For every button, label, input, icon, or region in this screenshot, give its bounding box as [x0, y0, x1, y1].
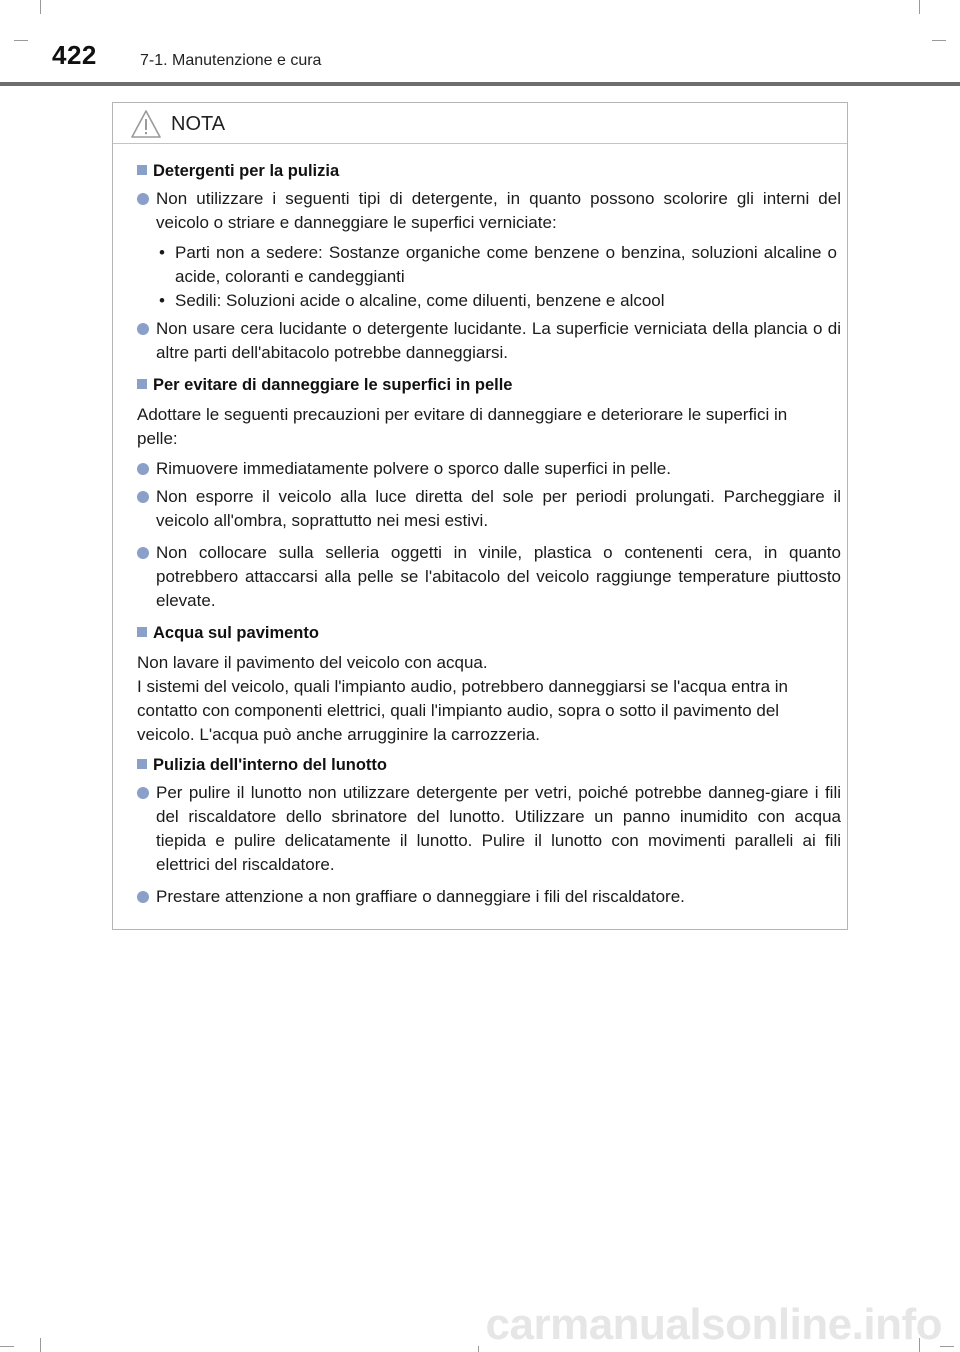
bullet-text: Non usare cera lucidante o detergente lucidante. La superficie verniciata della plancia o di altre parti dell'abitacolo potrebbe danneggiarsi.	[156, 319, 841, 362]
circle-bullet-icon	[137, 491, 149, 503]
paragraph: I sistemi del veicolo, quali l'impianto audio, potrebbero danneggiarsi se l'acqua entra in contatto con componenti elettrici, quali l'impianto audio, sopra o sotto il pavimento del veicolo. L'acqua può anche arrugginire la carrozzeria.	[137, 677, 788, 744]
list-item	[137, 781, 841, 877]
bullet-text: Non utilizzare i seguenti tipi di detergente, in quanto possono scolorire gli interni del veicolo o striare e danneggiare le superfici verniciate:	[156, 189, 841, 232]
page-number: 422	[52, 40, 97, 70]
sub-bullet-marker: •	[159, 243, 165, 262]
list-item	[137, 457, 841, 481]
square-bullet-icon	[137, 165, 147, 175]
paragraph: Non lavare il pavimento del veicolo con acqua.	[137, 653, 488, 672]
circle-bullet-icon	[137, 547, 149, 559]
warning-triangle-icon	[130, 109, 162, 139]
crop-mark	[478, 1346, 479, 1352]
bullet-text: Non collocare sulla selleria oggetti in vinile, plastica o contenenti cera, in quanto potrebbero attaccarsi alla pelle se l'abitacolo del veicolo raggiunge temperature piuttosto elevate.	[156, 543, 841, 610]
sub-bullet-marker: •	[159, 291, 165, 310]
heading-text: Per evitare di danneggiare le superfici in pelle	[153, 376, 513, 394]
section-heading	[137, 753, 387, 777]
crop-mark	[0, 1346, 14, 1347]
sub-bullet-text: Parti non a sedere: Sostanze organiche come benzene o benzina, soluzioni alcaline o acide, coloranti e candeggianti	[175, 243, 837, 286]
section-heading	[137, 621, 319, 645]
notice-header	[113, 103, 847, 144]
circle-bullet-icon	[137, 787, 149, 799]
watermark: carmanualsonline.info	[485, 1300, 942, 1349]
header-rule	[0, 82, 960, 86]
section-heading	[137, 159, 339, 183]
paragraph: Adottare le seguenti precauzioni per evitare di danneggiare e deteriorare le superfici in pelle:	[137, 405, 788, 448]
crop-mark	[940, 1346, 954, 1347]
page-header	[0, 0, 960, 90]
bullet-text: Per pulire il lunotto non utilizzare detergente per vetri, poiché potrebbe danneg-giare i fili del riscaldatore dello sbrinatore del lunotto. Utilizzare un panno inumidito con acqua tiepida e pulire delicatamente il lunotto. Pulire il lunotto con movimenti paralleli ai fili elettrici del riscaldatore.	[156, 783, 841, 874]
heading-text: Pulizia dell'interno del lunotto	[153, 756, 388, 774]
circle-bullet-icon	[137, 323, 149, 335]
notice-title: NOTA	[171, 113, 226, 135]
bullet-text: Rimuovere immediatamente polvere o sporco dalle superfici in pelle.	[156, 459, 671, 478]
sub-bullet-text: Sedili: Soluzioni acide o alcaline, come diluenti, benzene e alcool	[175, 291, 665, 310]
circle-bullet-icon	[137, 193, 149, 205]
list-item	[137, 485, 841, 533]
sub-list-item	[157, 241, 837, 289]
sub-list-item	[157, 289, 837, 313]
section-title: 7-1. Manutenzione e cura	[140, 52, 322, 69]
crop-mark	[40, 1338, 41, 1352]
circle-bullet-icon	[137, 463, 149, 475]
section-heading	[137, 373, 512, 397]
list-item	[137, 541, 841, 613]
list-item	[137, 187, 841, 235]
heading-text: Acqua sul pavimento	[153, 624, 319, 642]
notice-box	[112, 102, 848, 930]
list-item	[137, 317, 841, 365]
list-item	[137, 885, 841, 909]
square-bullet-icon	[137, 627, 147, 637]
heading-text: Detergenti per la pulizia	[153, 162, 340, 180]
bullet-text: Non esporre il veicolo alla luce diretta del sole per periodi prolungati. Parcheggiare il veicolo all'ombra, soprattutto nei mesi estivi.	[156, 487, 841, 530]
circle-bullet-icon	[137, 891, 149, 903]
square-bullet-icon	[137, 759, 147, 769]
square-bullet-icon	[137, 379, 147, 389]
bullet-text: Prestare attenzione a non graffiare o danneggiare i fili del riscaldatore.	[156, 887, 685, 906]
